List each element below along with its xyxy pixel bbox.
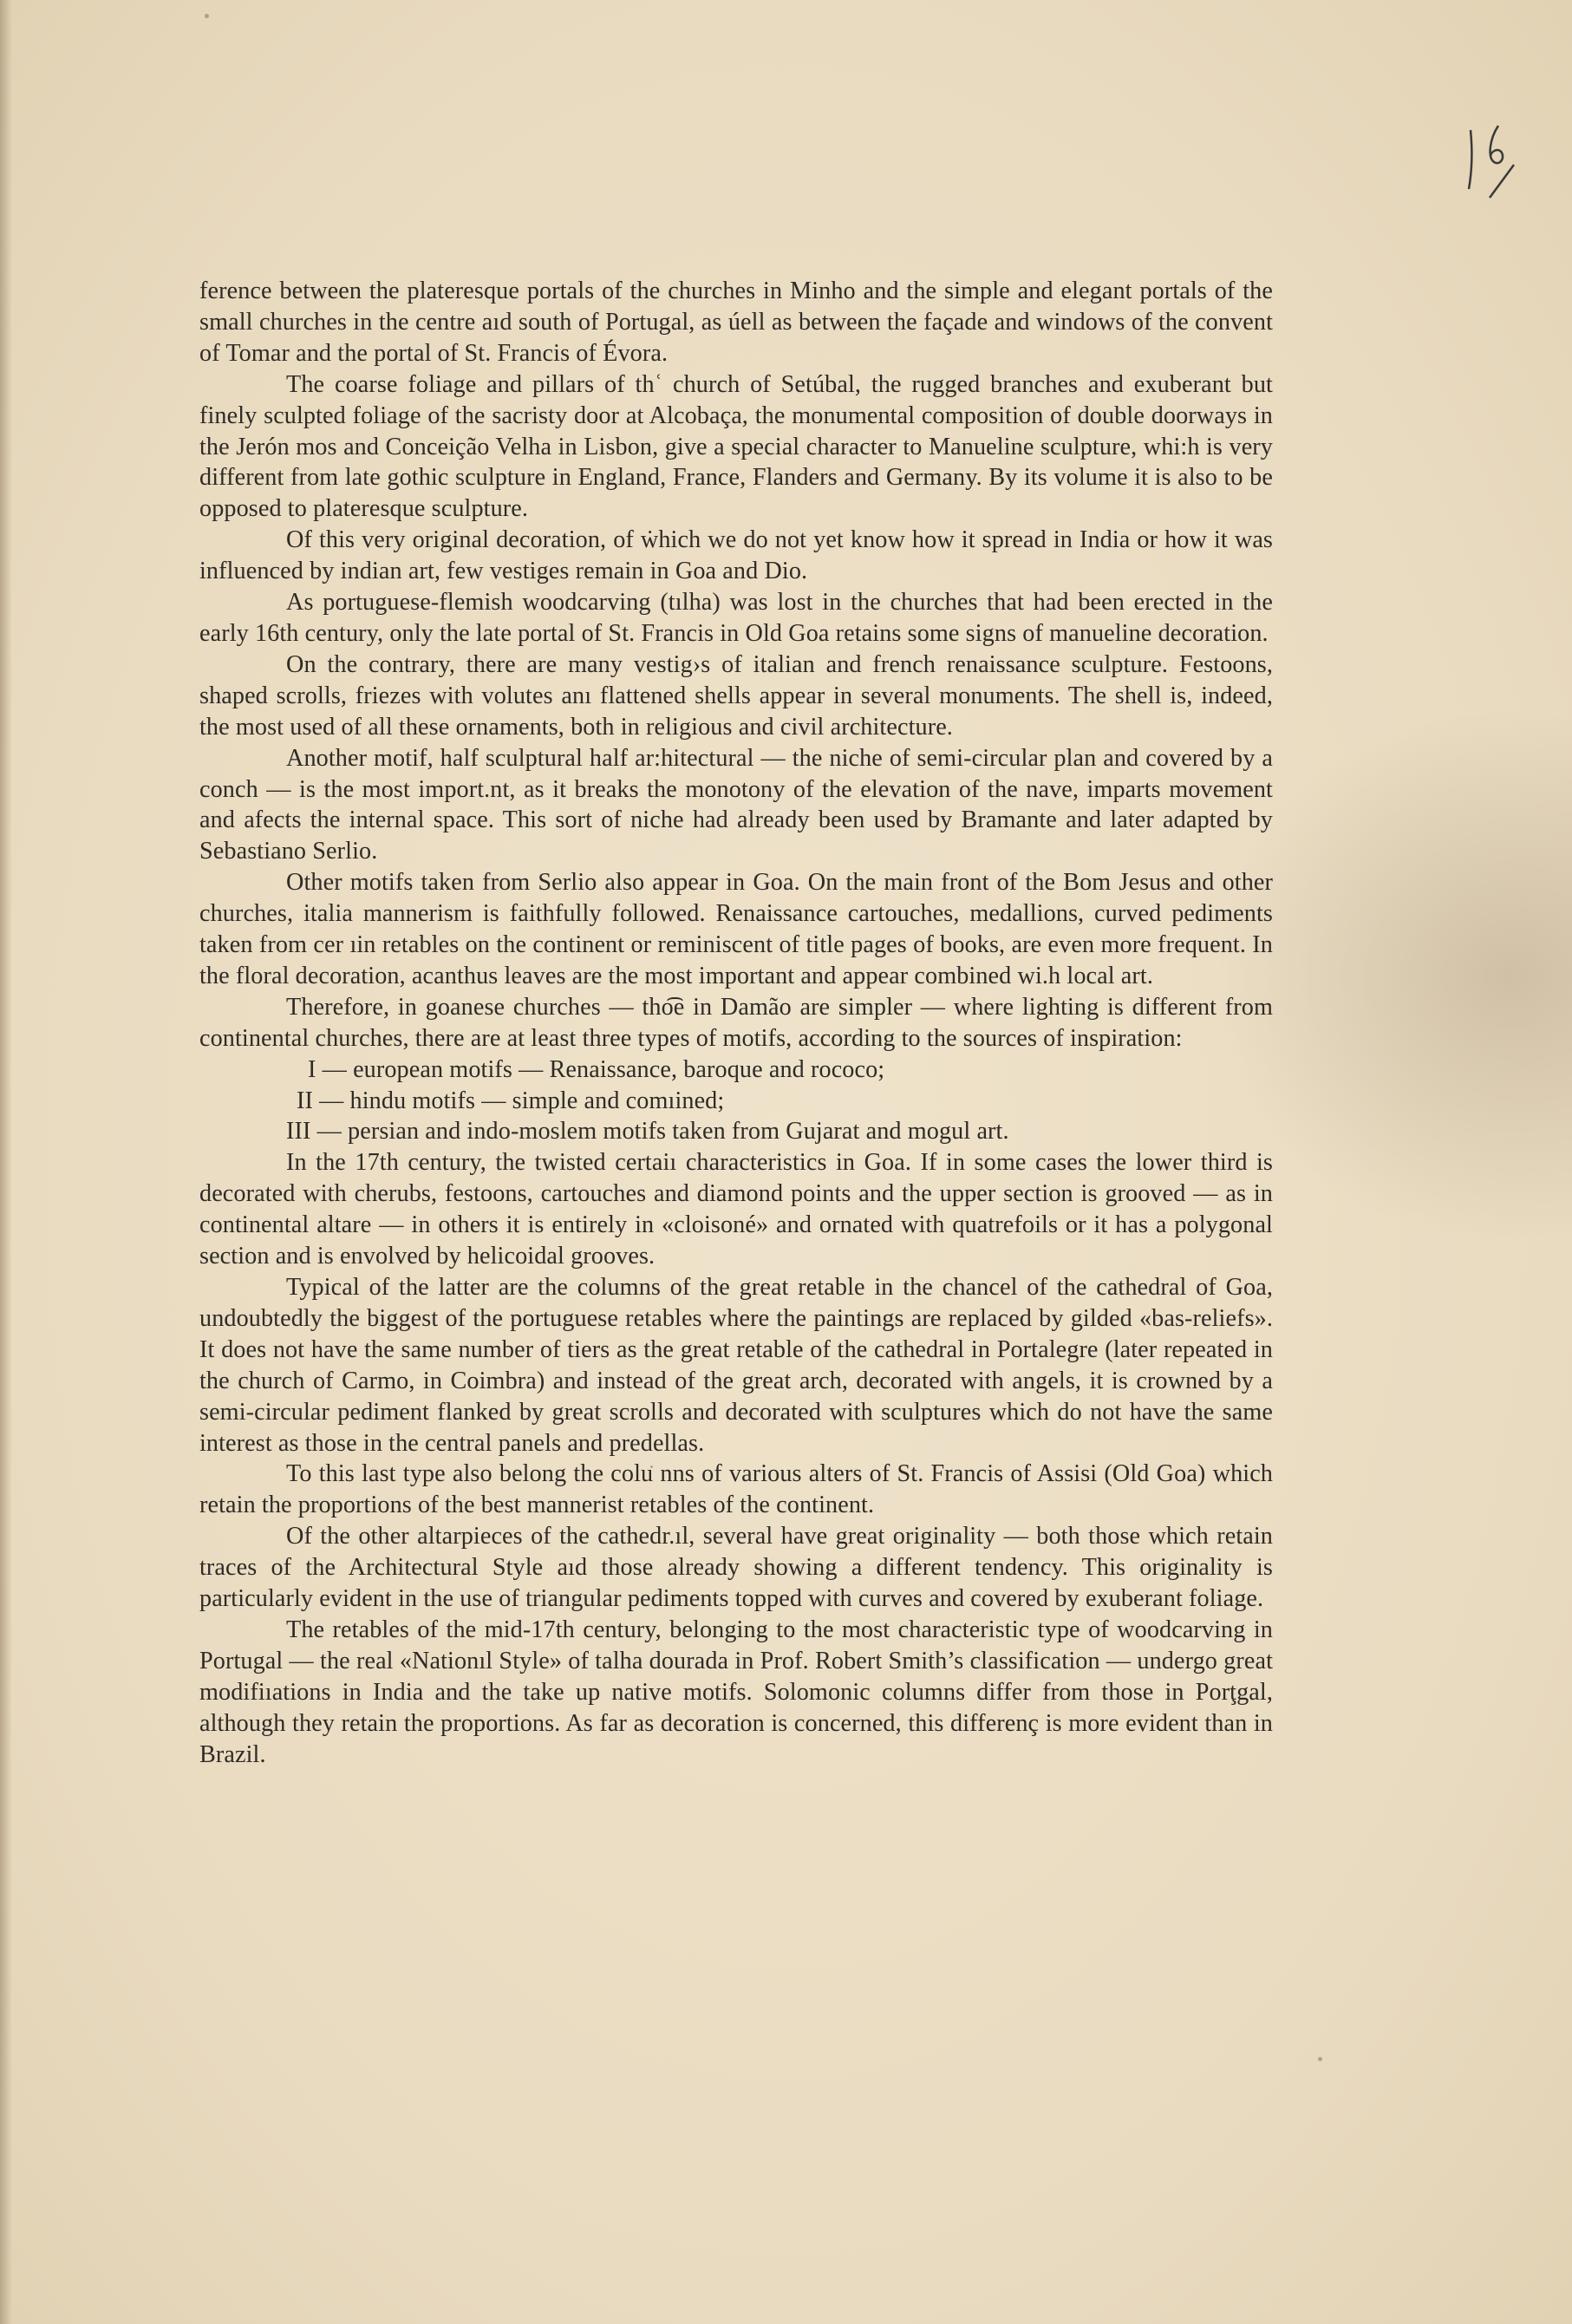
paragraph: Other motifs taken from Serlio also appear in Goa. On the main front of the Bom Jesus and other churches, italia mannerism is faithfully followed. Renaissance cartouches, medallions, curved pediments taken from cer ıin retables on the continent or reminiscent of title pages of books, are even more frequent. In the floral decoration, acanthus leaves are the most important and appear combined wi.h local art. <box>199 869 1273 989</box>
handwritten-page-number <box>1464 121 1533 199</box>
paragraph: ference between the plateresque portals of the churches in Minho and the simple and elegant portals of the small churches in the centre aıd south of Portugal, as úell as between the façade and windows of the convent of Tomar and the portal of St. Francis of Évora. <box>199 277 1273 367</box>
paragraph: As portuguese-flemish woodcarving (tılha) was lost in the churches that had been erected in the early 16th century, only the late portal of St. Francis in Old Goa retains some signs of manueline decoration. <box>199 589 1273 647</box>
paper-left-edge <box>0 0 12 2324</box>
paragraph: Of the other altarpieces of the cathedr.ıl, several have great originality — both those which retain traces of the Architectural Style aıd those already showing a different tendency. This originality is particularly evident in the use of triangular pediments topped with curves and covered by exuberant foliage. <box>199 1523 1273 1613</box>
paper-speck <box>205 14 209 18</box>
paragraph: The retables of the mid-17th century, belonging to the most characteristic type of woodcarving in Portugal — the real «Nationıl Style» of talha dourada in Prof. Robert Smith’s classification — undergo great modifiıations in India and the take up native motifs. Solomonic columns differ from those in Porţgal, although they retain the proportions. As far as decoration is concerned, this differenç is more evident than in Brazil. <box>199 1616 1273 1768</box>
paragraph: Of this very original decoration, of ẇhich we do not yet know how it spread in India or how it was influenced by indian art, few vestiges remain in Goa and Dio. <box>199 526 1273 585</box>
page-number-signature <box>1464 121 1533 199</box>
paragraph: Typical of the latter are the columns of the great retable in the chancel of the cathedral of Goa, undoubtedly the biggest of the portuguese retables where the paintings are replaced by gilded «bas-reliefs». It does not have the same number of tiers as the great retable of the cathedral in Portalegre (later repeated in the church of Carmo, in Coimbra) and instead of the great arch, decorated with angels, it is crowned by a semi-circular pediment flanked by great scrolls and decorated with sculptures which do not have the same interest as those in the central panels and predellas. <box>199 1274 1273 1457</box>
paragraph: In the 17th century, the twisted certaiı characteristics in Goa. If in some cases the lower third is decorated with cherubs, festoons, cartouches and diamond points and the upper section is grooved — as in continental altare — in others it is entirely in «cloisoné» and ornated with quatrefoils or it has a polygonal section and is envolved by helicoidal grooves. <box>199 1149 1273 1270</box>
list-item: I — european motifs — Renaissance, baroque and rococo; <box>308 1055 885 1083</box>
paragraph: To this last type also belong the colu nns of various alters of St. Francis of Assisi (Old Goa) which retain the proportions of the best mannerist retables of the continent. <box>199 1460 1273 1519</box>
list-item: III — persian and indo-moslem motifs taken from Gujarat and mogul art. <box>286 1118 1009 1146</box>
paragraph: On the contrary, there are many vestig›s of italian and french renaissance sculpture. Festoons, shaped scrolls, friezes with volutes anı flattened shells appear in several monuments. The shell is, indeed, the most used of all these ornaments, both in religious and civil architecture. <box>199 650 1273 741</box>
motif-type-list <box>199 1054 1273 1148</box>
paragraph: The coarse foliage and pillars of thʿ church of Setúbal, the rugged branches and exuberant but finely sculpted foliage of the sacristy door at Alcobaça, the monumental composition of double doorways in the Jerón mos and Conceição Velha in Lisbon, give a special character to Manueline sculpture, whi:h is very different from late gothic sculpture in England, France, Flanders and Germany. By its volume it is also to be opposed to plateresque sculpture. <box>199 370 1273 523</box>
list-item: II — hindu motifs — simple and comıined; <box>297 1087 725 1114</box>
paragraph: Another motif, half sculptural half ar:hitectural — the niche of semi-circular plan and covered by a conch — is the most import.nt, as it breaks the monotony of the elevation of the nave, imparts movement and afects the internal space. This sort of niche had already been used by Bramante and later adapted by Sebastiano Serlio. <box>199 744 1273 865</box>
paper-speck <box>1318 2057 1322 2061</box>
paragraph: Therefore, in goanese churches — tho͡e in Damão are simpler — where lighting is different from continental churches, there are at least three types of motifs, according to the sources of inspiration: <box>199 993 1273 1052</box>
document-body <box>199 276 1273 1771</box>
